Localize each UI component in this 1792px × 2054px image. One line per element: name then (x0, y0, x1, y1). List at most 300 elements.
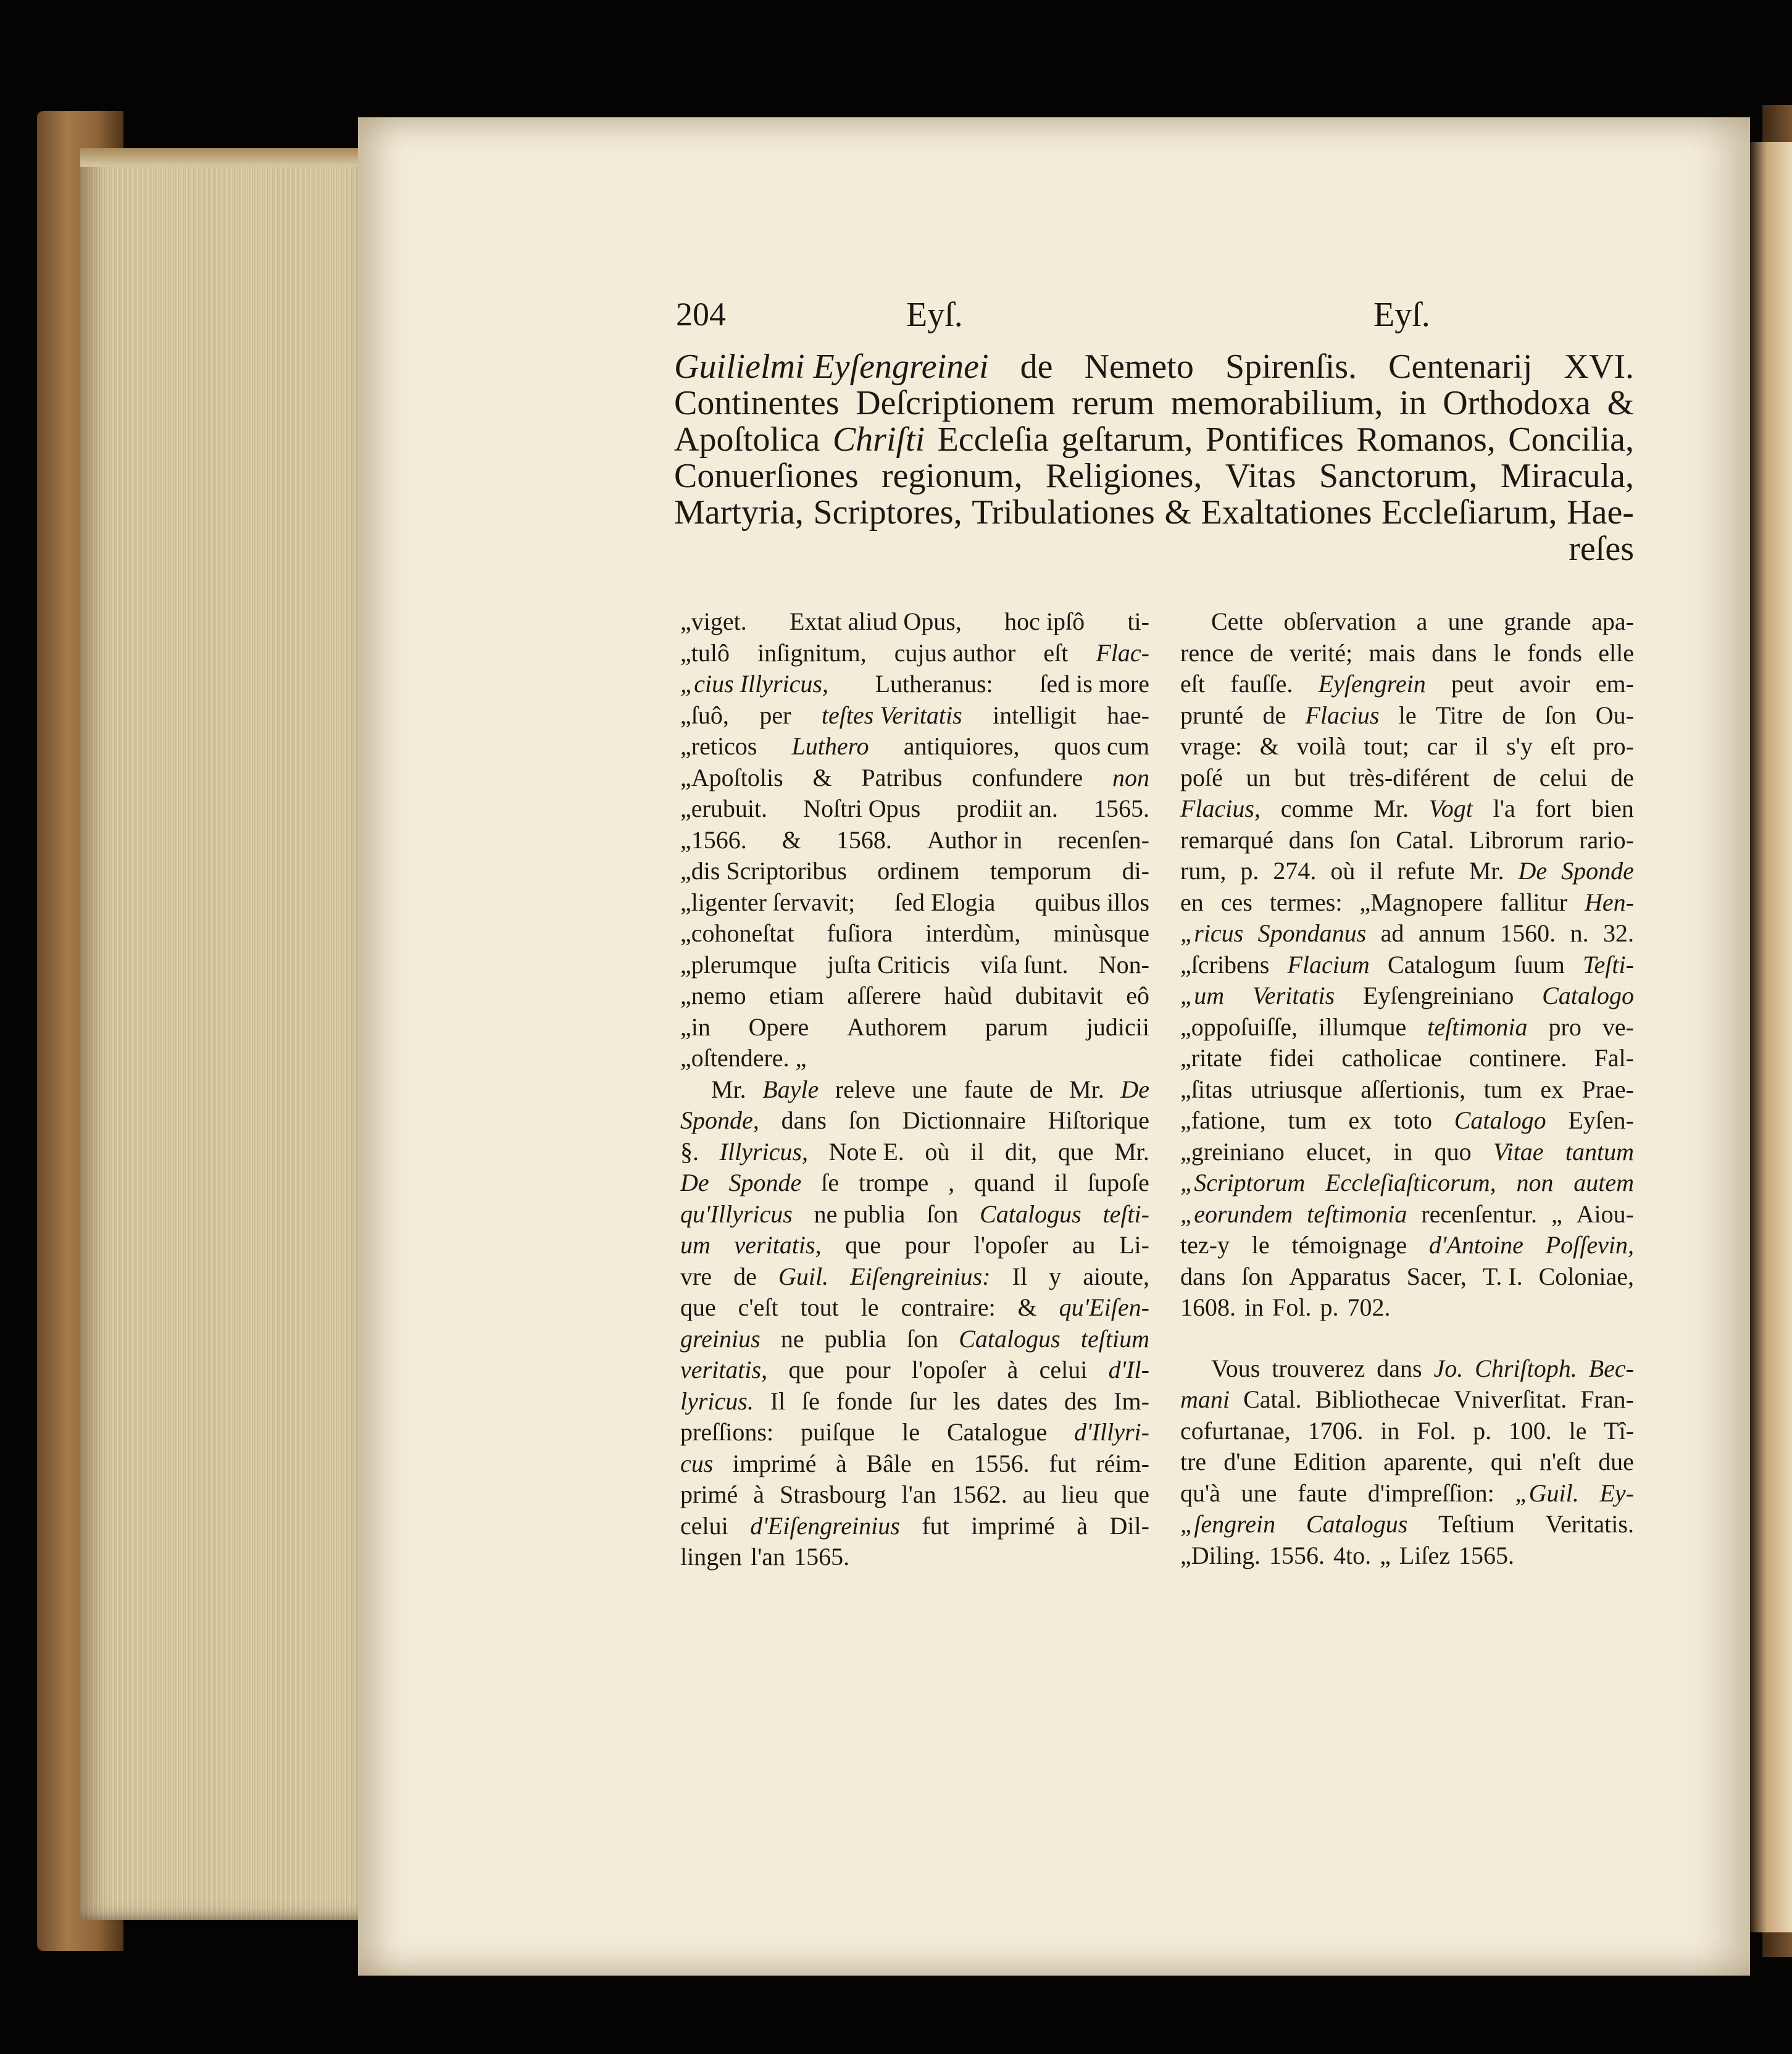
right-column-word: em- (1595, 670, 1634, 698)
left-column-word: réim- (1096, 1449, 1149, 1477)
right-column-word: fidei (1269, 1044, 1315, 1072)
left-column-word: „ligenter ſervavit; (680, 888, 856, 916)
left-column-word: §. (680, 1137, 699, 1166)
left-column-word: 1562. (951, 1480, 1007, 1508)
left-column-word: & (781, 825, 801, 854)
left-column-word: dates (997, 1387, 1048, 1415)
right-column-word: annum (1418, 919, 1486, 947)
right-column-word: refute (1397, 857, 1455, 885)
left-column-word: ſe (801, 1387, 820, 1415)
right-column-line (1180, 1353, 1634, 1385)
right-column-word: tum (1483, 1075, 1522, 1103)
title-word: Concilia, (1508, 420, 1634, 459)
right-column-word: Hen- (1585, 888, 1634, 916)
right-column-word: De (1518, 857, 1548, 885)
left-column-word: eô (1126, 982, 1149, 1009)
right-column-word: Cette (1211, 607, 1264, 635)
right-column-word: qui (1490, 1448, 1522, 1476)
left-column-word: Author in (927, 825, 1023, 854)
title-word: reſes (1569, 530, 1634, 568)
left-column-word: que (680, 1293, 716, 1321)
left-column-word: où (925, 1137, 950, 1166)
left-column-line (680, 1386, 1149, 1417)
right-column-word: Coloniae, (1538, 1262, 1634, 1290)
right-column-word: „eorundem (1180, 1200, 1293, 1228)
right-column-word: une (1448, 607, 1484, 635)
right-column-word: 702. (1347, 1293, 1391, 1321)
right-column-word: „Scriptorum (1180, 1169, 1306, 1196)
right-column-word: Edition (1293, 1448, 1367, 1476)
left-column-word: les (952, 1387, 981, 1415)
left-column-word: que (1114, 1480, 1149, 1508)
left-column-word: Bayle (762, 1075, 819, 1103)
title-word: Eccleſiarum, (1382, 493, 1557, 532)
right-column-word: n'eſt (1539, 1448, 1582, 1476)
right-column-word: p. (1240, 857, 1259, 885)
right-column-word: fauſſe. (1230, 670, 1293, 698)
right-column-word: in (1244, 1293, 1264, 1321)
left-column-word: antiquiores, (903, 732, 1020, 760)
left-column-line (680, 887, 1149, 919)
left-column-word: confundere (972, 763, 1083, 791)
left-column-word: Opere (748, 1012, 809, 1041)
left-column-word: tout (800, 1293, 839, 1321)
title-word: Pontifices (1205, 420, 1344, 459)
right-column-word: Prae- (1582, 1075, 1634, 1103)
left-column-word: lingen (680, 1543, 742, 1571)
left-column-line (680, 793, 1149, 825)
left-column-word: ordinem (877, 857, 960, 885)
right-column-word: Fol. (1417, 1416, 1456, 1445)
left-column-word: Il (1012, 1262, 1028, 1290)
right-column-word: n. (1570, 919, 1589, 947)
right-column-line (1180, 1230, 1634, 1261)
title-word: Centenarij (1388, 348, 1533, 386)
left-column-word: „tulô (680, 638, 730, 667)
right-column-word: Vogt (1428, 795, 1473, 822)
right-column-word: ad (1380, 919, 1404, 947)
left-column-word: teſti- (1102, 1200, 1149, 1228)
right-column-word: d'Antoine (1428, 1231, 1523, 1259)
right-column-word: qu'à (1180, 1479, 1220, 1507)
left-column-word: recenſen- (1057, 825, 1149, 854)
right-column-word: mais (1369, 638, 1415, 667)
title-word: & (1607, 384, 1634, 422)
right-column-word: Vitae (1493, 1137, 1544, 1166)
title-word: Eccleſia (937, 420, 1049, 459)
right-column-word: 100. (1508, 1416, 1552, 1445)
right-column-word: ve- (1602, 1012, 1634, 1041)
right-column-word: illumque (1319, 1012, 1407, 1041)
left-column-word: „oſtendere. „ (680, 1044, 807, 1072)
title-word: memorabilium, (1170, 384, 1383, 422)
left-column-word: veritatis, (680, 1356, 768, 1384)
right-column-word: 1560. (1500, 919, 1556, 947)
right-column-line (1180, 950, 1634, 981)
right-column-word: Eyſengreiniano (1362, 982, 1514, 1009)
right-column-line (1180, 1292, 1634, 1324)
left-column-word: contraire: (901, 1293, 996, 1321)
left-column-word: que (845, 1231, 881, 1259)
left-column-word: Lutheranus: (875, 670, 993, 698)
right-column-word: trouverez (1272, 1354, 1365, 1382)
left-column-word: Hiſtorique (1048, 1106, 1149, 1134)
title-word: Scriptores, (813, 493, 962, 532)
left-column-word: Im- (1114, 1387, 1149, 1415)
left-column-word: aſſerere (847, 982, 922, 1009)
left-column-word: „dis Scriptoribus (680, 857, 847, 885)
right-column-word: „oppoſuiſſe, (1180, 1012, 1298, 1041)
left-column-word: aioute, (1083, 1262, 1149, 1290)
title-word: Continentes (674, 384, 840, 422)
left-column-word: ſed is more (1040, 670, 1149, 698)
right-column-word: & (1259, 732, 1279, 760)
right-column-word: vrage: (1180, 732, 1242, 760)
right-column-word: comme (1280, 795, 1354, 822)
left-column-word: publia (824, 1324, 886, 1353)
left-column-word: ſon (927, 1200, 959, 1228)
left-column-word: à (1007, 1356, 1019, 1384)
right-column-word: de (1493, 763, 1517, 791)
left-column-word: que (788, 1356, 825, 1384)
left-column-word: qu'Illyricus (680, 1200, 793, 1228)
right-column-word: rario- (1579, 825, 1634, 854)
left-column-word: „cohoneſtat (680, 919, 794, 947)
right-column-word: „Magnopere (1359, 888, 1483, 916)
left-column-word: quibus illos (1035, 888, 1149, 916)
left-column-word: à (836, 1449, 847, 1477)
left-column-word: Non- (1098, 950, 1149, 979)
running-head-left: Eyſ. (906, 296, 963, 334)
right-column-word: voilà (1296, 732, 1346, 760)
left-column-word: vre (680, 1262, 712, 1290)
right-column-word: but (1294, 763, 1326, 791)
right-column-word: 1706. (1307, 1416, 1364, 1445)
right-column-word: Librorum (1469, 825, 1564, 854)
right-column-word: Catalogo (1454, 1106, 1546, 1134)
left-column-word: celui (680, 1511, 728, 1540)
right-column-word: Eccleſiaſticorum, (1325, 1169, 1496, 1196)
left-column-word: ne (780, 1324, 804, 1353)
right-column-word: Apparatus (1289, 1262, 1391, 1290)
right-column-line (1180, 1416, 1634, 1447)
left-column-word: au (1022, 1480, 1046, 1508)
left-column-word: & (1017, 1293, 1037, 1321)
right-column-word: non (1516, 1169, 1554, 1196)
right-column-word: il (1369, 857, 1383, 885)
title-line (674, 531, 1634, 567)
right-column-word: prunté (1180, 701, 1244, 729)
right-column-word: il (1475, 732, 1489, 760)
title-word: Hae- (1567, 493, 1634, 532)
left-column-word: inſignitum, (757, 638, 867, 667)
left-column-word: l'an (750, 1543, 786, 1571)
left-column-word: dubitavit (1015, 982, 1103, 1009)
left-column-word: Extat aliud Opus, (790, 607, 962, 635)
left-column-word: De (1120, 1075, 1149, 1103)
title-word: Martyria, (674, 493, 804, 532)
right-column-line (1180, 1447, 1634, 1478)
left-column-word: primé (680, 1480, 738, 1508)
right-column-word: ex (1348, 1106, 1372, 1134)
right-column-line (1180, 1167, 1634, 1199)
left-column-word: lieu (1061, 1480, 1099, 1508)
right-column-word: Vous (1211, 1354, 1261, 1382)
right-column-word: Vniverſitat. (1453, 1385, 1567, 1413)
left-column-word: fut (922, 1511, 949, 1540)
right-column-word: Mr. (1469, 857, 1504, 885)
right-column-word: Catalogum (1387, 950, 1496, 979)
right-column-word: tantum (1565, 1137, 1634, 1166)
right-column-word: tez-y (1180, 1231, 1230, 1259)
left-column-line (680, 1043, 1149, 1074)
right-column-word: Catal. (1396, 825, 1454, 854)
right-column-word: le (1493, 638, 1511, 667)
right-column-word: rum, (1180, 857, 1227, 885)
left-column-line (680, 638, 1149, 669)
left-column-line (680, 1324, 1149, 1355)
left-column-word: l'opoſer (911, 1356, 986, 1384)
left-column-word: interdùm, (925, 919, 1021, 947)
left-column-word: l'an (901, 1480, 936, 1508)
left-column-word: haùd (944, 982, 993, 1009)
title-word: Religiones, (1045, 457, 1202, 495)
right-column-word: fallitur (1500, 888, 1568, 916)
left-column-word: Patribus (861, 763, 943, 791)
right-column-word: continere. (1469, 1044, 1567, 1072)
left-column-word: 1568. (836, 825, 892, 854)
left-column-word: ne publia (814, 1200, 906, 1228)
left-column-word: celui (1039, 1356, 1088, 1384)
left-column-line (680, 1542, 1149, 1573)
title-line (674, 422, 1634, 458)
left-column-word: pour (904, 1231, 950, 1259)
title-word: Deſcriptionem (856, 384, 1056, 422)
right-column-word: „ſcribens (1180, 950, 1270, 979)
right-column-word: Bec- (1588, 1354, 1634, 1382)
title-word: in (1399, 384, 1427, 422)
left-column-line (680, 1074, 1149, 1106)
right-column-word: Flacius (1305, 701, 1380, 729)
right-column-word: Bibliothecae (1315, 1385, 1440, 1413)
right-column-word: Poſſevin, (1545, 1231, 1634, 1259)
right-column-line (1180, 1509, 1634, 1540)
left-column-word: 1565. (794, 1543, 850, 1571)
right-column-word: 4to. (1333, 1541, 1372, 1569)
left-column-word: Strasbourg (779, 1480, 886, 1508)
right-column-line (1180, 980, 1634, 1012)
title-word: Miracula, (1500, 457, 1634, 495)
right-column-word: dans (1180, 1262, 1226, 1290)
right-column-word: teſtimonia (1307, 1200, 1407, 1228)
left-column-word: preſſions: (680, 1418, 774, 1446)
right-column-word: Sacer, (1406, 1262, 1467, 1290)
right-column-line (1180, 1324, 1634, 1353)
right-column-word: mani (1180, 1385, 1230, 1413)
left-column-word: Catalogue (946, 1418, 1048, 1446)
right-column-word: p. (1320, 1293, 1339, 1321)
title-line (674, 495, 1634, 531)
right-column-line (1180, 1137, 1634, 1168)
right-column-word: termes: (1269, 888, 1343, 916)
title-word: & (1164, 493, 1191, 532)
right-column-word: recenſentur. (1421, 1200, 1537, 1228)
right-column-word: très-diférent (1349, 763, 1470, 791)
left-column-word: l'opoſer (973, 1231, 1049, 1259)
page-block-edges (80, 148, 370, 1920)
right-column-word: dans (1432, 638, 1477, 667)
right-column-word: dans (1377, 1354, 1422, 1382)
left-column-line (680, 606, 1149, 638)
left-column-word: Note E. (828, 1137, 904, 1166)
right-column-word: tre (1180, 1448, 1207, 1476)
right-column-word: Fol. (1272, 1293, 1312, 1321)
right-column-word: autem (1573, 1169, 1634, 1196)
left-column-word: quand (974, 1169, 1035, 1196)
left-column-word: releve (835, 1075, 896, 1103)
left-column-line (680, 825, 1149, 856)
left-column-word: Sponde (728, 1169, 802, 1196)
right-column-word: apa- (1591, 607, 1634, 635)
right-column-line (1180, 793, 1634, 825)
left-column-line (680, 980, 1149, 1012)
right-column-line (1180, 606, 1634, 638)
title-line (674, 458, 1634, 495)
left-column-word: le (861, 1293, 879, 1321)
left-column-word: Dictionnaire (902, 1106, 1026, 1134)
right-column-line (1180, 762, 1634, 794)
right-column-word: car (1427, 732, 1457, 760)
left-column-word: um (680, 1231, 711, 1259)
right-column-word: aſſertionis, (1361, 1075, 1466, 1103)
left-column-word: teſtes Veritatis (821, 701, 962, 729)
right-column-word: obſervation (1283, 607, 1396, 635)
title-word: de (1020, 348, 1053, 386)
right-column-line (1180, 1105, 1634, 1137)
right-column-word: rence (1180, 638, 1234, 667)
left-column-word: juſta Criticis (827, 950, 950, 979)
right-column-word: une (1241, 1479, 1277, 1507)
right-column-word: „fatione, (1180, 1106, 1266, 1134)
left-column-line (680, 669, 1149, 700)
left-column-word: fonde (836, 1387, 893, 1415)
right-column-line (1180, 1478, 1634, 1509)
left-column-word: imprimé (732, 1449, 817, 1477)
left-column-word: Noſtri Opus (803, 795, 921, 822)
left-column-word: judicii (1086, 1012, 1149, 1041)
right-column-word: Teſtium (1438, 1510, 1515, 1538)
left-column-line (680, 1261, 1149, 1293)
left-column-word: Mr. (711, 1075, 746, 1103)
left-column-word: ſe (821, 1169, 840, 1196)
right-column-word: ſuum (1514, 950, 1565, 979)
left-column-line (680, 1448, 1149, 1480)
right-column-word: 1608. (1180, 1293, 1236, 1321)
left-column-word: en (931, 1449, 955, 1477)
right-column-word: faute (1298, 1479, 1348, 1507)
right-column-word: „Diling. (1180, 1541, 1261, 1569)
left-column-word: eſt (1043, 638, 1069, 667)
right-column-word: Sponde (1561, 857, 1634, 885)
right-column-word: teſtimonia (1427, 1012, 1528, 1041)
right-column-word: „greiniano (1180, 1137, 1285, 1166)
right-column-word: Titre (1435, 701, 1483, 729)
right-column-word: utriusque (1250, 1075, 1343, 1103)
title-word: Guilielmi Eyſengreinei (674, 348, 989, 386)
right-column-word: due (1598, 1448, 1634, 1476)
right-column-word: Ou- (1595, 701, 1634, 729)
left-column-word: y (1049, 1262, 1062, 1290)
title-word: Conuerſiones (674, 457, 859, 495)
right-column-word: Ey- (1599, 1479, 1634, 1507)
left-column-word: cujus author (894, 638, 1016, 667)
left-column-word: „cius Illyricus, (680, 670, 828, 698)
right-column-word: le (1398, 701, 1417, 729)
left-column-line (680, 918, 1149, 950)
right-column-word: „ſengrein (1180, 1510, 1276, 1538)
left-column-word: „nemo (680, 982, 746, 1009)
left-column-word: il (1054, 1169, 1069, 1196)
title-line (674, 385, 1634, 422)
left-column-word: greinius (680, 1324, 761, 1353)
left-column-word: au (1072, 1231, 1096, 1259)
right-column-word: in (1380, 1416, 1400, 1445)
right-column-word: elle (1598, 638, 1634, 667)
right-column-line (1180, 669, 1634, 700)
right-column-word: celui (1539, 763, 1588, 791)
title-word: Apoſtolica (674, 420, 820, 459)
left-column-word: , (948, 1169, 955, 1196)
left-column-line (680, 1511, 1149, 1542)
left-column-word: à (1077, 1511, 1088, 1540)
right-column-word: elucet, (1306, 1137, 1372, 1166)
left-column-word: Sponde, (680, 1106, 759, 1134)
left-column-word: 1556. (973, 1449, 1030, 1477)
title-word: Exaltationes (1201, 493, 1372, 532)
right-column-word: Flacium (1287, 950, 1370, 979)
right-column-word: de (1249, 638, 1273, 667)
left-column-line (680, 1012, 1149, 1043)
left-column-word: & (812, 763, 832, 791)
right-column-line (1180, 1384, 1634, 1416)
left-column-word: il (970, 1137, 985, 1166)
right-column-word: ſon (1349, 825, 1381, 854)
left-column-word: ſupoſe (1087, 1169, 1149, 1196)
left-column-word: le (902, 1418, 920, 1446)
right-column-word: le (1569, 1416, 1587, 1445)
left-column-word: faute (964, 1075, 1014, 1103)
right-column-word: ſon (1544, 701, 1577, 729)
left-column-word: dans (781, 1106, 827, 1134)
left-column-word: parum (985, 1012, 1049, 1041)
right-column-word: Eyſen- (1568, 1106, 1634, 1134)
left-column-line (680, 762, 1149, 794)
right-column-word: Jo. (1433, 1354, 1464, 1382)
right-column-line (1180, 1261, 1634, 1293)
running-head-right: Eyſ. (1373, 296, 1430, 334)
left-column-word: d'Il- (1108, 1356, 1149, 1384)
right-column-word: dans (1288, 825, 1334, 854)
left-column-word: qu'Eiſen- (1059, 1293, 1149, 1321)
left-column-word: ſon (906, 1324, 939, 1353)
left-column-line (680, 1199, 1149, 1230)
left-column-word: etiam (769, 982, 824, 1009)
left-column-word: hae- (1107, 701, 1149, 729)
right-column-word: d'une (1223, 1448, 1277, 1476)
right-column-word: Eyſengrein (1318, 670, 1426, 698)
left-column-word: per (759, 701, 791, 729)
left-column-line (680, 1137, 1149, 1168)
